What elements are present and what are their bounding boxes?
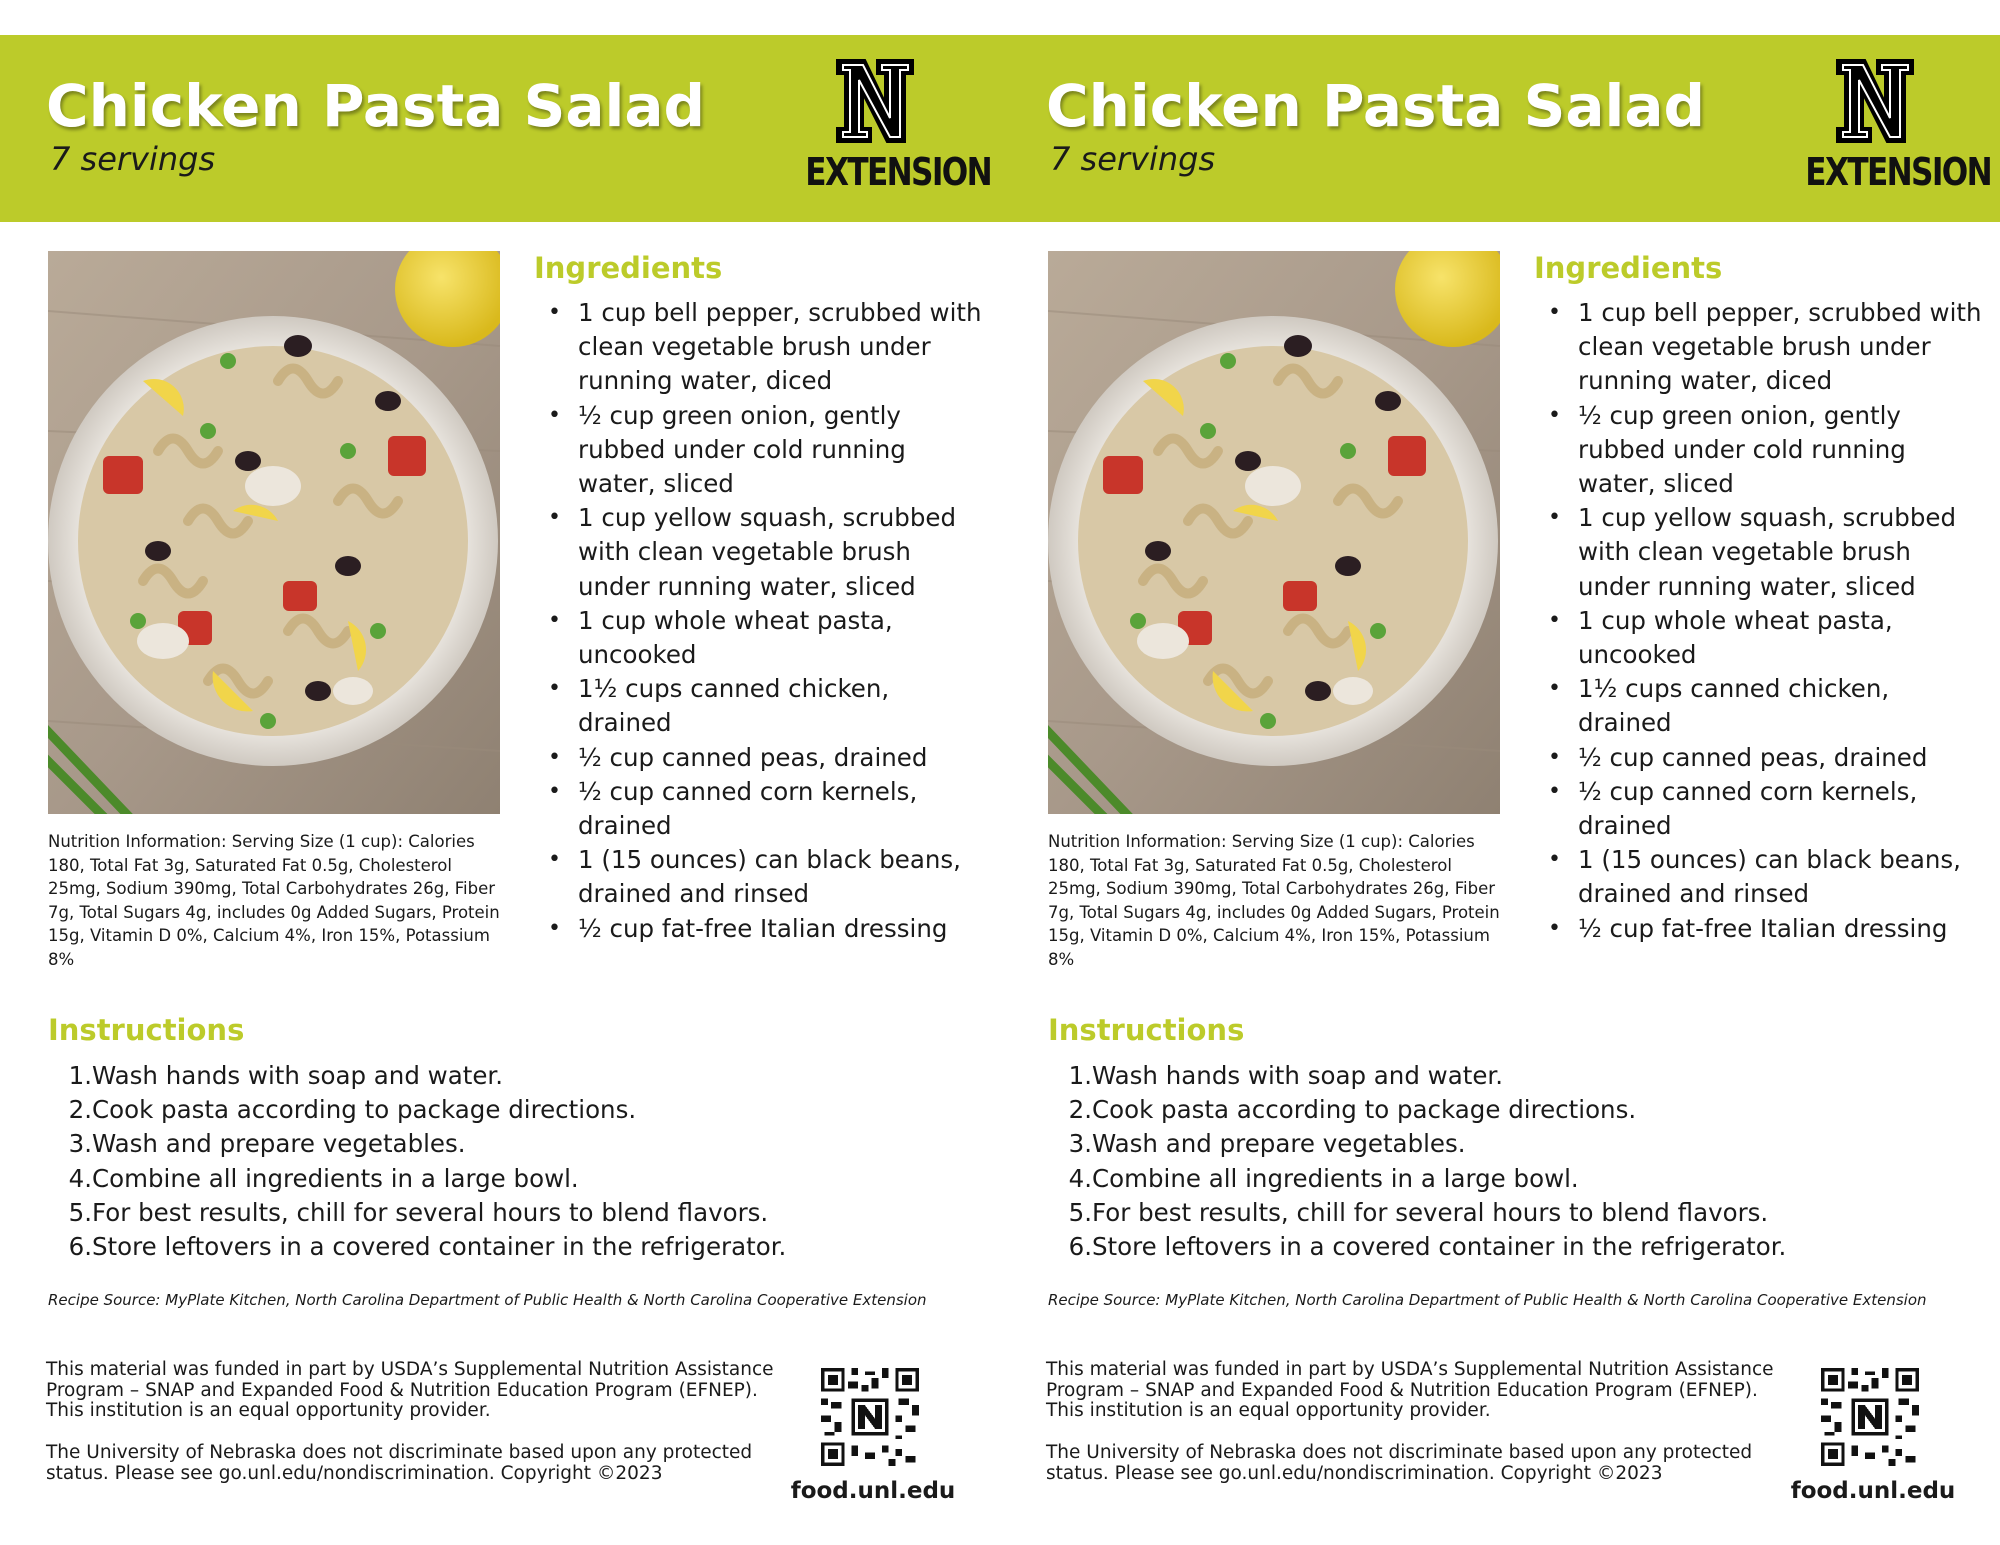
instruction-step <box>64 1093 964 1127</box>
ingredient-item: • ½ cup canned corn kernels, drained <box>548 775 988 843</box>
website-link[interactable]: food.unl.edu <box>790 1478 956 1504</box>
extension-logo <box>790 58 992 198</box>
step-number: 6. <box>1068 1232 1092 1262</box>
recipe-title: Chicken Pasta Salad <box>1046 72 1706 140</box>
step-number: 6. <box>68 1232 92 1262</box>
funding-statement: This material was funded in part by USDA’s Supplemental Nutrition Assistance Program – SNAP and Expanded Food & Nutrition Education Program (EFNEP). This institution is an equal opportunity provider. <box>1046 1359 1774 1421</box>
ingredient-item: • 1 (15 ounces) can black beans, drained and rinsed <box>548 843 988 911</box>
instructions-list <box>1064 1059 1964 1264</box>
pasta-salad-bowl-photo <box>48 251 500 814</box>
step-number: 1. <box>68 1061 92 1090</box>
ingredient-item: • 1½ cups canned chicken, drained <box>548 672 988 740</box>
step-text: Cook pasta according to package directions. <box>92 1095 637 1125</box>
instruction-step <box>64 1196 964 1230</box>
step-number: 2. <box>1068 1095 1092 1125</box>
recipe-source: Recipe Source: MyPlate Kitchen, North Carolina Department of Public Health & North Carolina Cooperative Extension <box>48 1291 927 1309</box>
ingredient-item: • ½ cup canned peas, drained <box>1548 741 1988 775</box>
instruction-step <box>1064 1093 1964 1127</box>
ingredient-item: • 1 cup yellow squash, scrubbed with clean vegetable brush under running water, sliced <box>1548 501 1988 604</box>
ingredient-item: • ½ cup fat-free Italian dressing <box>1548 912 1988 946</box>
step-text: Wash and prepare vegetables. <box>92 1129 466 1159</box>
step-number: 5. <box>68 1197 92 1227</box>
ingredients-list <box>548 296 988 946</box>
ingredient-item: • 1 cup bell pepper, scrubbed with clean vegetable brush under running water, diced <box>548 296 988 399</box>
ingredient-item: • 1 cup yellow squash, scrubbed with clean vegetable brush under running water, sliced <box>548 501 988 604</box>
instruction-step <box>1064 1230 1964 1264</box>
step-text: For best results, chill for several hours to blend flavors. <box>1092 1197 1769 1227</box>
extension-wordmark: EXTENSION <box>1805 150 1992 194</box>
step-text: Wash and prepare vegetables. <box>1092 1129 1466 1159</box>
step-number: 1. <box>1068 1061 1092 1090</box>
funding-statement: This material was funded in part by USDA’s Supplemental Nutrition Assistance Program – SNAP and Expanded Food & Nutrition Education Program (EFNEP). This institution is an equal opportunity provider. <box>46 1359 774 1421</box>
ingredient-item: • ½ cup canned peas, drained <box>548 741 988 775</box>
step-text: Combine all ingredients in a large bowl. <box>1092 1163 1579 1193</box>
step-text: Cook pasta according to package directions. <box>1092 1095 1637 1125</box>
ingredient-item: • 1½ cups canned chicken, drained <box>1548 672 1988 740</box>
servings-label: 7 servings <box>1050 140 1216 178</box>
step-number: 2. <box>68 1095 92 1125</box>
nondiscrimination-statement: The University of Nebraska does not discriminate based upon any protected status. Please see go.unl.edu/nondiscrimination. Copyright ©2023 <box>1046 1442 1753 1484</box>
step-number: 3. <box>68 1129 92 1159</box>
nebraska-n-icon <box>835 58 915 144</box>
step-text: Store leftovers in a covered container in the refrigerator. <box>1092 1232 1787 1262</box>
ingredients-heading: Ingredients <box>534 251 723 285</box>
ingredients-list <box>1548 296 1988 946</box>
instruction-step <box>1064 1127 1964 1161</box>
qr-code-icon[interactable] <box>1821 1368 1919 1466</box>
step-number: 5. <box>1068 1197 1092 1227</box>
pasta-salad-bowl-photo <box>1048 251 1500 814</box>
instruction-step <box>64 1127 964 1161</box>
ingredient-item: • ½ cup fat-free Italian dressing <box>548 912 988 946</box>
ingredient-item: • ½ cup green onion, gently rubbed under cold running water, sliced <box>1548 399 1988 502</box>
instruction-step <box>64 1059 964 1093</box>
step-number: 4. <box>1068 1163 1092 1193</box>
nebraska-n-icon <box>1835 58 1915 144</box>
nondiscrimination-statement: The University of Nebraska does not discriminate based upon any protected status. Please see go.unl.edu/nondiscrimination. Copyright ©2023 <box>46 1442 753 1484</box>
instructions-list <box>64 1059 964 1264</box>
recipe-card <box>1000 0 2000 1545</box>
instruction-step <box>1064 1162 1964 1196</box>
step-text: Combine all ingredients in a large bowl. <box>92 1163 579 1193</box>
qr-code-icon[interactable] <box>821 1368 919 1466</box>
step-text: For best results, chill for several hours to blend flavors. <box>92 1197 769 1227</box>
instruction-step <box>1064 1059 1964 1093</box>
step-number: 3. <box>1068 1129 1092 1159</box>
instructions-heading: Instructions <box>48 1013 245 1047</box>
extension-wordmark: EXTENSION <box>805 150 992 194</box>
extension-logo <box>1790 58 1992 198</box>
nutrition-information: Nutrition Information: Serving Size (1 cup): Calories 180, Total Fat 3g, Saturated Fat 0.5g, Cholesterol 25mg, Sodium 390mg, Total Carbohydrates 26g, Fiber 7g, Total Sugars 4g, includes 0g Added Sugars, Protein 15g, Vitamin D 0%, Calcium 4%, Iron 15%, Potassium 8% <box>1048 832 1500 969</box>
step-text: Wash hands with soap and water. <box>1092 1061 1504 1090</box>
ingredient-item: • ½ cup green onion, gently rubbed under cold running water, sliced <box>548 399 988 502</box>
step-text: Wash hands with soap and water. <box>92 1061 504 1090</box>
recipe-title: Chicken Pasta Salad <box>46 72 706 140</box>
ingredient-item: • ½ cup canned corn kernels, drained <box>1548 775 1988 843</box>
servings-label: 7 servings <box>50 140 216 178</box>
instruction-step <box>64 1162 964 1196</box>
instruction-step <box>64 1230 964 1264</box>
ingredient-item: • 1 cup bell pepper, scrubbed with clean vegetable brush under running water, diced <box>1548 296 1988 399</box>
ingredient-item: • 1 cup whole wheat pasta, uncooked <box>1548 604 1988 672</box>
step-text: Store leftovers in a covered container in the refrigerator. <box>92 1232 787 1262</box>
instruction-step <box>1064 1196 1964 1230</box>
ingredient-item: • 1 (15 ounces) can black beans, drained and rinsed <box>1548 843 1988 911</box>
website-link[interactable]: food.unl.edu <box>1790 1478 1956 1504</box>
ingredient-item: • 1 cup whole wheat pasta, uncooked <box>548 604 988 672</box>
step-number: 4. <box>68 1163 92 1193</box>
ingredients-heading: Ingredients <box>1534 251 1723 285</box>
nutrition-information: Nutrition Information: Serving Size (1 cup): Calories 180, Total Fat 3g, Saturated Fat 0.5g, Cholesterol 25mg, Sodium 390mg, Total Carbohydrates 26g, Fiber 7g, Total Sugars 4g, includes 0g Added Sugars, Protein 15g, Vitamin D 0%, Calcium 4%, Iron 15%, Potassium 8% <box>48 832 500 969</box>
instructions-heading: Instructions <box>1048 1013 1245 1047</box>
recipe-source: Recipe Source: MyPlate Kitchen, North Carolina Department of Public Health & North Carolina Cooperative Extension <box>1048 1291 1927 1309</box>
